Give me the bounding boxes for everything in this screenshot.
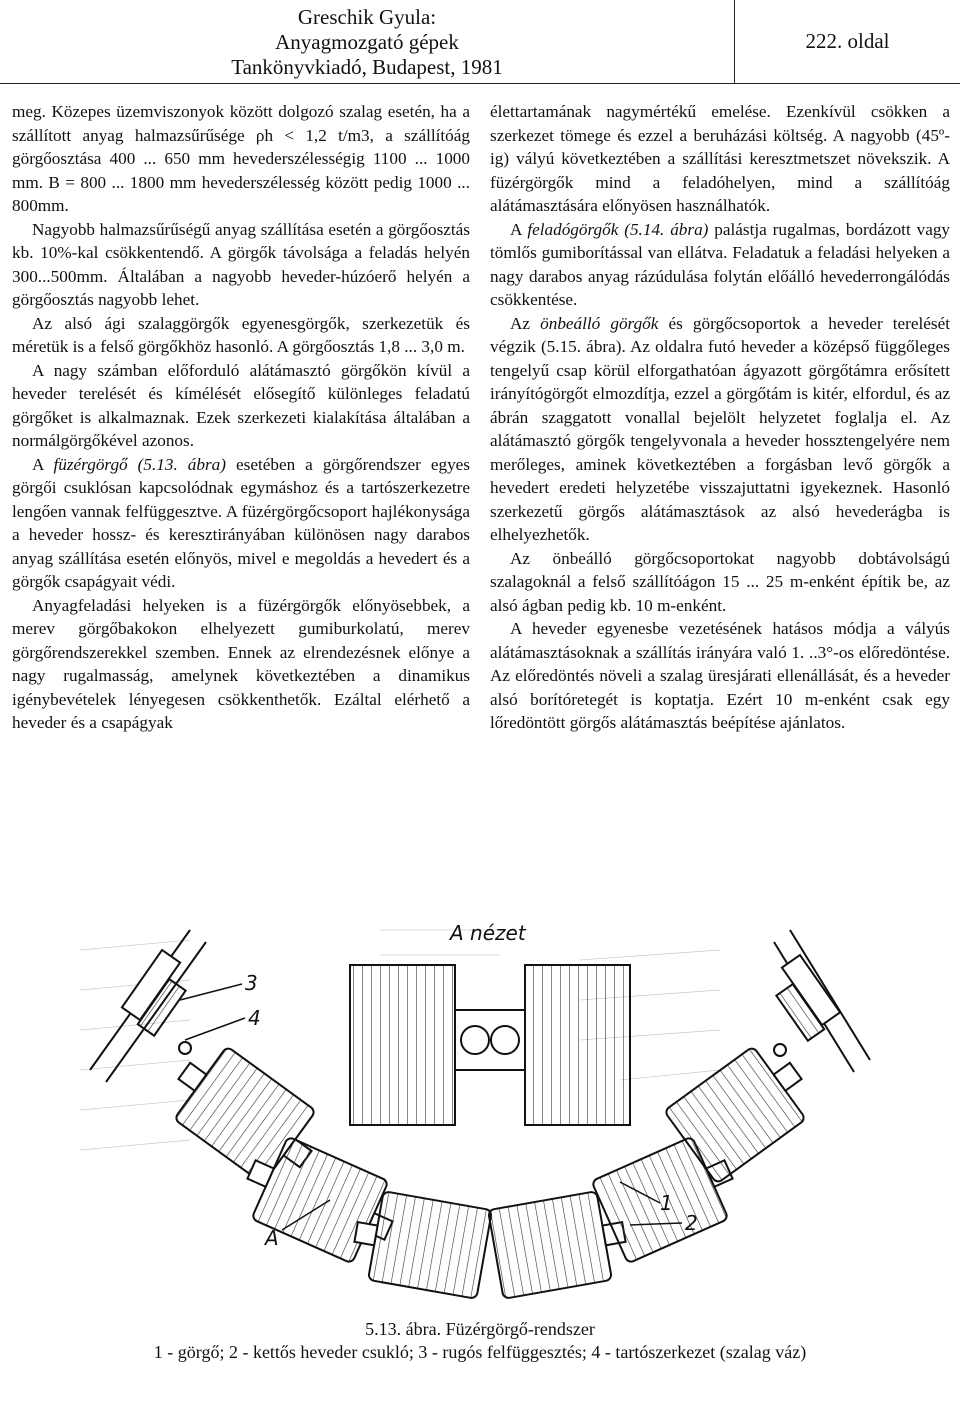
page-number: 222. oldal: [805, 29, 890, 53]
term-onbeallo-gorgok: önbeálló görgők: [540, 313, 659, 333]
part-number-3: 3: [245, 971, 258, 995]
paragraph: A nagy számban előforduló alátámasztó görgőkön kívül a heveder terelését és kímélését elősegítő különleges feladatú görgőket is alkalmaznak. Ezek szerkezeti kialakítása általában a normálgörgőkével azonos.: [12, 360, 470, 450]
left-support-frame: [90, 930, 206, 1082]
page-header: [0, 0, 960, 84]
view-a-label: A nézet: [450, 921, 526, 945]
figure-garland-idler: [20, 910, 940, 1310]
book-author: Greschik Gyula:: [297, 5, 437, 29]
part-number-1: 1: [660, 1191, 673, 1215]
part-number-2: 2: [685, 1211, 698, 1235]
book-reference: [0, 0, 735, 83]
view-a-inset: [350, 965, 630, 1125]
right-support-frame: [774, 930, 870, 1072]
paragraph: A feladógörgők (5.14. ábra) palástja rugalmas, bordázott vagy tömlős gumiborítással van ellátva. Feladatuk a feladási helyeken a nagy darabos anyag rázúdulása folytán előálló hevederrongálódás csökkentése.: [490, 219, 951, 309]
paragraph: meg. Közepes üzemviszonyok között dolgozó szalag esetén, ha a szállított anyag halmazsűrűsége ρh < 1,2 t/m3, a szállítóág görgőosztása 400 ... 650 mm hevederszélességig 1100 ... 1000 mm. B = 800 ... 1800 mm hevederszélesség között pedig 1000 ... 800mm.: [12, 102, 470, 215]
arrow-a-label: A: [265, 1226, 279, 1250]
paragraph: Anyagfeladási helyeken is a füzérgörgők előnyösebbek, a merev görgőbakokon elhelyezett gumiburkolatú, merev görgőrendszerekkel szemben. Ennek az elrendezésnek előnye a nagy rugalmasság, amelynek következtében a dinamikus igénybevételek lényegesen csökkenthetők. Ezáltal elérhető a heveder és a csapágyak: [12, 595, 470, 732]
right-column: [490, 100, 950, 735]
term-feladogorgok: feladógörgők (5.14. ábra): [527, 219, 709, 239]
paragraph: Az alsó ági szalaggörgők egyenesgörgők, szerkezetük és méretük is a felső görgőkhöz hasonló. A görgőosztás 1,8 ... 3,0 m.: [12, 313, 470, 356]
left-column: [12, 100, 470, 735]
caption-legend: 1 - görgő; 2 - kettős heveder csukló; 3 - rugós felfüggesztés; 4 - tartószerkezet (szalag váz): [153, 1342, 807, 1362]
figure-caption: [0, 1318, 960, 1364]
paragraph: Az önbeálló görgőcsoportokat nagyobb dobtávolságú szalagoknál a felső szállítóágon 15 ... 25 m-enként építik be, az alsó ágban pedig kb. 10 m-enként.: [490, 548, 950, 615]
paragraph: Az önbeálló görgők és görgőcsoportok a heveder terelését végzik (5.15. ábra). Az oldalra futó heveder a középső függőleges tengelyű csap körül elforgathatóan ágyazott görgőtámra erősített irányítógörgőt elmozdítja, ezzel a görgőtám is kitér, elfordul, és az ábrán szaggatott vonallal bejelölt helyzetet foglalja el. Az alátámasztó görgők tengelyvonala a heveder hossztengelyére nem merőleges, aminek következtében a forgásban levő görgők a hevedert eredeti helyzetébe visszajuttatni igyekeznek. Hasonló szerkezetű görgős alátámasztások az alsó hevederágba is elhelyezhetők.: [490, 313, 950, 544]
paragraph: A heveder egyenesbe vezetésének hatásos módja a vályús alátámasztásoknak a szállítás irányára való 1. ..3°-os előredöntése. Az előredöntés növeli a szalag üresjárati ellenállását, és a heveder alsó borítóretegét is koptatja. Ezért 10 m-enként csak egy lőredöntött görgős alátámasztás beépítése ajánlatos.: [490, 619, 950, 732]
paragraph: Nagyobb halmazsűrűségű anyag szállítása esetén a görgőosztás kb. 10%-kal csökkentendő. A görgők távolsága a feladás helyén 300...500mm. Általában a nagyobb heveder-húzóerő helyén a görgőosztás nagyobb lehet.: [12, 219, 470, 309]
paragraph: élettartamának nagymértékű emelése. Ezenkívül csökken a szerkezet tömege és ezzel a beruházási költség. A nagyobb (45º-ig) vályú következtében a szállítási keresztmetszet növekszik. A füzérgörgők mind a feladóhelyen, mind a szállítóág alátámasztására előnyösen használhatók.: [490, 102, 950, 215]
roller-chain: [158, 1035, 822, 1299]
book-publisher: Tankönyvkiadó, Budapest, 1981: [231, 55, 503, 79]
book-title: Anyagmozgató gépek: [275, 30, 459, 54]
garland-idler-drawing: [20, 910, 940, 1310]
paragraph: A füzérgörgő (5.13. ábra) esetében a görgőrendszer egyes görgői csuklósan kapcsolódnak egymáshoz és a tartószerkezetre lengően vannak felfüggesztve. A füzérgörgőcsoport hajlékonysága a heveder hossz- és keresztirányában különösen nagy darabos anyag szállítása esetén előnyös, mivel e megoldás a hevedert és a görgők csapágyait védi.: [12, 454, 470, 591]
term-fuzergorgo: füzérgörgő (5.13. ábra): [53, 454, 226, 474]
caption-title: 5.13. ábra. Füzérgörgő-rendszer: [365, 1319, 595, 1339]
body-text: [0, 100, 960, 910]
part-number-4: 4: [248, 1006, 261, 1030]
